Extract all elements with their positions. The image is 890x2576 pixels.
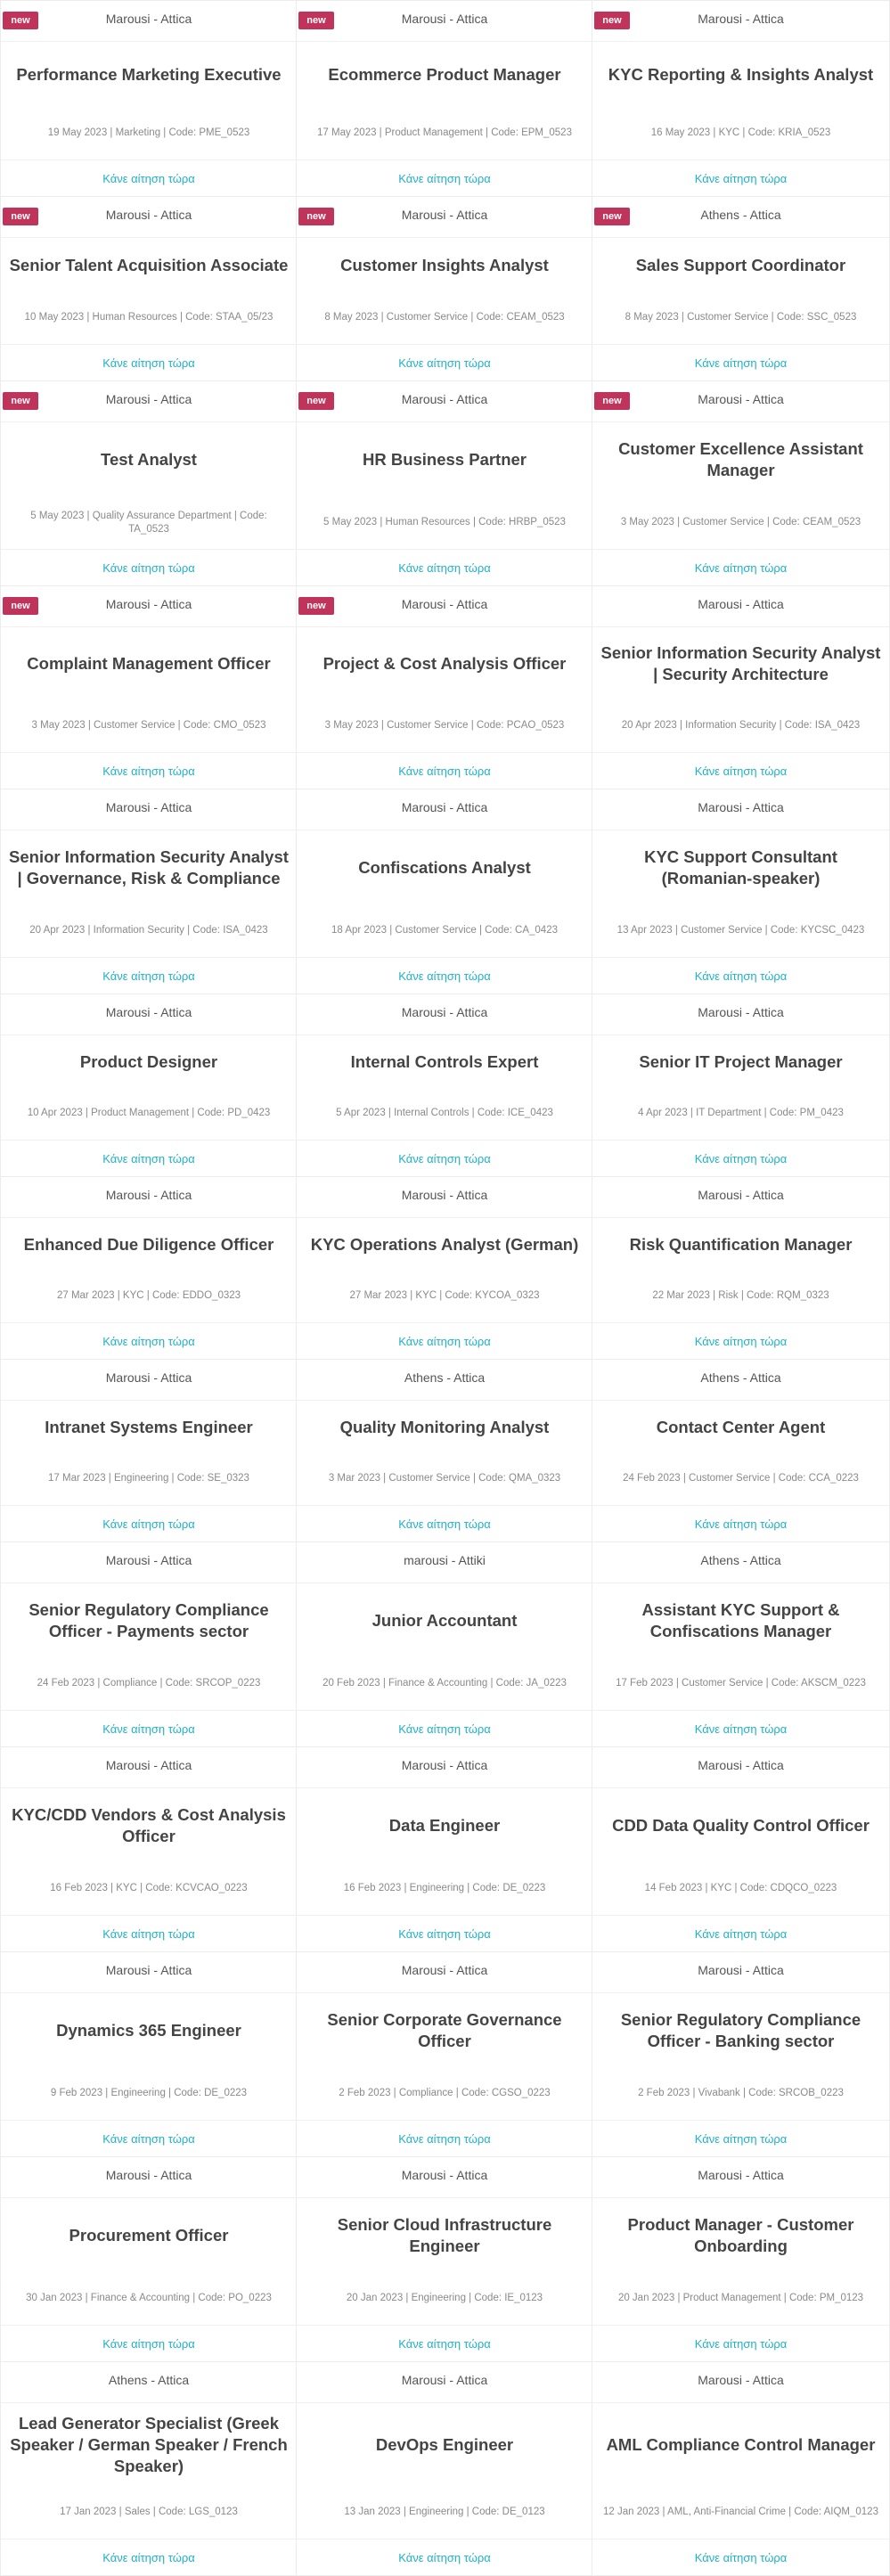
job-title[interactable]: Lead Generator Specialist (Greek Speaker / German Speaker / French Speaker): [10, 2414, 288, 2475]
job-title[interactable]: DevOps Engineer: [375, 2435, 514, 2454]
job-card[interactable]: [0, 789, 298, 994]
new-badge: new: [298, 12, 334, 29]
apply-now-link[interactable]: Κάνε αίτηση τώρα: [694, 2131, 788, 2146]
job-location: Marousi - Attica: [401, 1963, 488, 1977]
job-location: Marousi - Attica: [401, 1005, 488, 1019]
job-meta: 10 May 2023 | Human Resources | Code: STAA_05/23: [24, 312, 274, 323]
job-card-header: [297, 1360, 592, 1401]
apply-now-link[interactable]: Κάνε αίτηση τώρα: [102, 356, 195, 370]
job-card-header: [1, 994, 297, 1035]
job-meta: 27 Mar 2023 | KYC | Code: EDDO_0323: [56, 1290, 241, 1301]
job-card-header: [592, 2362, 889, 2403]
job-card[interactable]: [0, 196, 298, 381]
job-card-header: [1, 1542, 297, 1583]
job-meta: 17 Feb 2023 | Customer Service | Code: AKSCM_0223: [616, 1678, 866, 1689]
apply-footer: [297, 1710, 592, 1746]
job-card-header: [297, 2157, 592, 2198]
apply-footer: [592, 159, 889, 196]
job-location: Marousi - Attica: [401, 392, 488, 406]
job-card-header: [1, 1360, 297, 1401]
apply-footer: [1, 1710, 297, 1746]
apply-footer: [592, 344, 889, 380]
apply-now-link[interactable]: Κάνε αίτηση τώρα: [398, 2550, 491, 2564]
job-meta: 13 Jan 2023 | Engineering | Code: DE_0123: [344, 2506, 545, 2517]
job-card-header: [592, 1, 889, 42]
job-location: Marousi - Attica: [105, 392, 192, 406]
job-location: Marousi - Attica: [401, 1188, 488, 1202]
apply-now-link[interactable]: Κάνε αίτηση τώρα: [102, 1926, 195, 1941]
job-card[interactable]: [0, 0, 298, 197]
apply-now-link[interactable]: Κάνε αίτηση τώρα: [694, 2336, 788, 2351]
job-location: Marousi - Attica: [105, 800, 192, 814]
job-card[interactable]: [296, 2361, 593, 2576]
job-title[interactable]: Product Manager - Customer Onboarding: [627, 2215, 854, 2255]
apply-now-link[interactable]: Κάνε αίτηση τώρα: [102, 764, 195, 778]
job-meta: 14 Feb 2023 | KYC | Code: CDQCO_0223: [644, 1883, 837, 1893]
job-card-header: [592, 1747, 889, 1788]
job-card-header: [297, 586, 592, 627]
apply-footer: [1, 344, 297, 380]
job-card-header: [297, 381, 592, 422]
job-location: Marousi - Attica: [698, 800, 784, 814]
job-meta: 17 May 2023 | Product Management | Code: EPM_0523: [317, 127, 572, 138]
apply-now-link[interactable]: Κάνε αίτηση τώρα: [694, 171, 788, 185]
apply-footer: [297, 159, 592, 196]
apply-now-link[interactable]: Κάνε αίτηση τώρα: [102, 1517, 195, 1531]
job-card-header: [592, 1177, 889, 1218]
new-badge: new: [3, 12, 38, 29]
apply-now-link[interactable]: Κάνε αίτηση τώρα: [102, 171, 195, 185]
job-card-header: [297, 1, 592, 42]
job-location: Marousi - Attica: [105, 208, 192, 222]
job-card-header: [1, 2362, 297, 2403]
job-location: Marousi - Attica: [698, 1188, 784, 1202]
job-card[interactable]: [296, 1746, 593, 1952]
new-badge: new: [594, 392, 630, 410]
apply-footer: [1, 1915, 297, 1951]
apply-now-link[interactable]: Κάνε αίτηση τώρα: [694, 1151, 788, 1165]
job-location: Marousi - Attica: [105, 2168, 192, 2182]
apply-now-link[interactable]: Κάνε αίτηση τώρα: [694, 1517, 788, 1531]
job-location: Marousi - Attica: [698, 12, 784, 26]
apply-now-link[interactable]: Κάνε αίτηση τώρα: [694, 2550, 788, 2564]
job-meta: 19 May 2023 | Marketing | Code: PME_0523: [47, 127, 250, 138]
job-meta: 20 Apr 2023 | Information Security | Code: ISA_0423: [29, 925, 268, 936]
job-card-header: [1, 1952, 297, 1993]
job-location: Marousi - Attica: [105, 1553, 192, 1567]
apply-footer: [592, 1505, 889, 1542]
job-location: Marousi - Attica: [401, 2168, 488, 2182]
new-badge: new: [594, 208, 630, 225]
job-title[interactable]: KYC Support Consultant (Romanian-speaker): [644, 847, 837, 887]
apply-footer: [297, 957, 592, 994]
job-card[interactable]: [0, 1746, 298, 1952]
job-location: Marousi - Attica: [698, 2168, 784, 2182]
job-location: Marousi - Attica: [105, 12, 192, 26]
job-card-header: [297, 1747, 592, 1788]
job-card[interactable]: [592, 1176, 890, 1360]
apply-footer: [297, 1915, 592, 1951]
apply-footer: [1, 159, 297, 196]
job-title[interactable]: Contact Center Agent: [656, 1417, 826, 1436]
job-meta: 3 Mar 2023 | Customer Service | Code: QMA_0323: [328, 1473, 561, 1484]
apply-footer: [1, 1322, 297, 1359]
job-card-header: [297, 1952, 592, 1993]
job-location: Marousi - Attica: [105, 597, 192, 611]
job-meta: 3 May 2023 | Customer Service | Code: CMO_0523: [31, 720, 266, 731]
job-title[interactable]: Data Engineer: [388, 1816, 501, 1835]
apply-now-link[interactable]: Κάνε αίτηση τώρα: [694, 969, 788, 983]
job-card-header: [592, 1360, 889, 1401]
job-card-header: [1, 2157, 297, 2198]
job-meta: 5 May 2023 | Human Resources | Code: HRBP_0523: [323, 517, 566, 527]
apply-footer: [297, 1505, 592, 1542]
job-meta: 20 Apr 2023 | Information Security | Code: ISA_0423: [621, 720, 861, 731]
job-meta: 13 Apr 2023 | Customer Service | Code: KYCSC_0423: [616, 925, 865, 936]
job-location: Marousi - Attica: [401, 597, 488, 611]
job-meta: 3 May 2023 | Customer Service | Code: PCAO_0523: [324, 720, 565, 731]
apply-now-link[interactable]: Κάνε αίτηση τώρα: [398, 764, 491, 778]
job-title[interactable]: Senior Talent Acquisition Associate: [9, 255, 289, 274]
job-card-header: [1, 1177, 297, 1218]
job-card[interactable]: [0, 1359, 298, 1542]
apply-footer: [297, 549, 592, 585]
job-card[interactable]: [592, 1542, 890, 1747]
job-location: Marousi - Attica: [698, 597, 784, 611]
job-location: Marousi - Attica: [105, 1963, 192, 1977]
job-meta: 27 Mar 2023 | KYC | Code: KYCOA_0323: [349, 1290, 540, 1301]
job-meta: 20 Jan 2023 | Product Management | Code: PM_0123: [617, 2293, 864, 2303]
job-card-header: [297, 994, 592, 1035]
apply-footer: [297, 344, 592, 380]
job-card-header: [297, 2362, 592, 2403]
job-location: Athens - Attica: [108, 2373, 190, 2387]
apply-now-link[interactable]: Κάνε αίτηση τώρα: [102, 969, 195, 983]
apply-footer: [1, 1140, 297, 1176]
job-card-header: [592, 381, 889, 422]
apply-footer: [592, 1915, 889, 1951]
job-card[interactable]: [296, 1542, 593, 1747]
job-meta: 3 May 2023 | Customer Service | Code: CEAM_0523: [620, 517, 861, 527]
job-location: Athens - Attica: [700, 208, 781, 222]
job-location: marousi - Attiki: [404, 1553, 486, 1567]
job-card-header: [297, 1177, 592, 1218]
apply-now-link[interactable]: Κάνε αίτηση τώρα: [398, 1517, 491, 1531]
job-title[interactable]: Ecommerce Product Manager: [328, 65, 561, 84]
job-meta: 24 Feb 2023 | Customer Service | Code: CCA_0223: [623, 1473, 859, 1484]
apply-footer: [1, 752, 297, 789]
job-card[interactable]: [592, 994, 890, 1177]
job-card[interactable]: [592, 789, 890, 994]
apply-now-link[interactable]: Κάνε αίτηση τώρα: [694, 1926, 788, 1941]
job-meta: 12 Jan 2023 | AML, Anti-Financial Crime | Code: AIQM_0123: [603, 2506, 878, 2517]
job-card-header: [592, 197, 889, 238]
apply-footer: [297, 2325, 592, 2361]
job-meta: 10 Apr 2023 | Product Management | Code: PD_0423: [27, 1108, 271, 1118]
job-meta: 20 Jan 2023 | Engineering | Code: IE_0123: [346, 2293, 543, 2303]
apply-footer: [1, 2325, 297, 2361]
job-card-header: [592, 789, 889, 830]
job-title[interactable]: Test Analyst: [101, 450, 197, 469]
job-card[interactable]: [592, 0, 890, 197]
job-card[interactable]: [296, 1359, 593, 1542]
job-meta: 5 May 2023 | Quality Assurance Department | Code: TA_0523: [30, 510, 267, 535]
job-title[interactable]: Dynamics 365 Engineer: [56, 2021, 241, 2040]
job-title[interactable]: Customer Insights Analyst: [340, 255, 549, 274]
apply-footer: [1, 1505, 297, 1542]
job-title[interactable]: Procurement Officer: [69, 2226, 229, 2245]
apply-footer: [297, 2120, 592, 2156]
job-title[interactable]: Junior Accountant: [372, 1611, 518, 1630]
apply-footer: [592, 1140, 889, 1176]
apply-now-link[interactable]: Κάνε αίτηση τώρα: [398, 1926, 491, 1941]
apply-footer: [592, 549, 889, 585]
job-location: Marousi - Attica: [401, 208, 488, 222]
apply-now-link[interactable]: Κάνε αίτηση τώρα: [694, 1334, 788, 1348]
job-card[interactable]: [0, 585, 298, 789]
job-title[interactable]: Project & Cost Analysis Officer: [323, 654, 567, 673]
new-badge: new: [594, 12, 630, 29]
job-location: Marousi - Attica: [698, 392, 784, 406]
job-meta: 22 Mar 2023 | Risk | Code: RQM_0323: [652, 1290, 829, 1301]
apply-now-link[interactable]: Κάνε αίτηση τώρα: [398, 2336, 491, 2351]
job-card[interactable]: [592, 196, 890, 381]
apply-footer: [297, 1140, 592, 1176]
job-card[interactable]: [296, 196, 593, 381]
job-card[interactable]: [592, 1951, 890, 2157]
job-card[interactable]: [0, 380, 298, 586]
job-meta: 4 Apr 2023 | IT Department | Code: PM_0423: [638, 1108, 844, 1118]
job-card-header: [592, 1952, 889, 1993]
new-badge: new: [3, 597, 38, 615]
apply-now-link[interactable]: Κάνε αίτηση τώρα: [398, 969, 491, 983]
job-card[interactable]: [592, 2361, 890, 2576]
job-card-header: [592, 994, 889, 1035]
job-card-header: [297, 1542, 592, 1583]
apply-now-link[interactable]: Κάνε αίτηση τώρα: [102, 2131, 195, 2146]
apply-now-link[interactable]: Κάνε αίτηση τώρα: [398, 1151, 491, 1165]
job-title[interactable]: CDD Data Quality Control Officer: [612, 1816, 870, 1835]
job-card-header: [1, 381, 297, 422]
job-location: Marousi - Attica: [698, 1758, 784, 1772]
apply-footer: [592, 2325, 889, 2361]
job-meta: 8 May 2023 | Customer Service | Code: SSC_0523: [625, 312, 857, 323]
job-card-header: [1, 789, 297, 830]
apply-now-link[interactable]: Κάνε αίτηση τώρα: [694, 1721, 788, 1736]
apply-footer: [297, 2539, 592, 2575]
job-title[interactable]: Senior Cloud Infrastructure Engineer: [337, 2215, 552, 2255]
new-badge: new: [3, 392, 38, 410]
job-location: Athens - Attica: [404, 1370, 486, 1385]
job-meta: 16 May 2023 | KYC | Code: KRIA_0523: [650, 127, 831, 138]
job-location: Marousi - Attica: [401, 12, 488, 26]
job-card[interactable]: [296, 2156, 593, 2362]
apply-footer: [592, 752, 889, 789]
job-meta: 5 Apr 2023 | Internal Controls | Code: ICE_0423: [336, 1108, 553, 1118]
job-card[interactable]: [0, 1542, 298, 1747]
job-card-header: [592, 1542, 889, 1583]
apply-now-link[interactable]: Κάνε αίτηση τώρα: [694, 560, 788, 575]
job-title[interactable]: Sales Support Coordinator: [635, 255, 846, 274]
job-card[interactable]: [0, 1951, 298, 2157]
job-title[interactable]: Performance Marketing Executive: [16, 65, 282, 84]
apply-now-link[interactable]: Κάνε αίτηση τώρα: [102, 1151, 195, 1165]
job-location: Marousi - Attica: [105, 1758, 192, 1772]
job-card-header: [1, 197, 297, 238]
job-location: Marousi - Attica: [401, 2373, 488, 2387]
job-card[interactable]: [0, 1176, 298, 1360]
job-title[interactable]: Senior Regulatory Compliance Officer - Banking sector: [620, 2010, 861, 2050]
job-location: Marousi - Attica: [105, 1188, 192, 1202]
job-card-header: [592, 586, 889, 627]
apply-footer: [1, 2539, 297, 2575]
apply-footer: [1, 2120, 297, 2156]
job-title[interactable]: Assistant KYC Support & Confiscations Manager: [641, 1600, 840, 1640]
job-card[interactable]: [592, 1746, 890, 1952]
job-title[interactable]: Enhanced Due Diligence Officer: [23, 1234, 274, 1254]
apply-now-link[interactable]: Κάνε αίτηση τώρα: [102, 1721, 195, 1736]
job-location: Athens - Attica: [700, 1370, 781, 1385]
job-meta: 9 Feb 2023 | Engineering | Code: DE_0223: [50, 2088, 248, 2098]
job-title[interactable]: Senior Regulatory Compliance Officer - Payments sector: [29, 1600, 269, 1640]
job-title[interactable]: Customer Excellence Assistant Manager: [618, 439, 863, 479]
job-location: Athens - Attica: [700, 1553, 781, 1567]
job-title[interactable]: Complaint Management Officer: [27, 654, 271, 673]
apply-now-link[interactable]: Κάνε αίτηση τώρα: [398, 560, 491, 575]
job-title[interactable]: AML Compliance Control Manager: [606, 2435, 876, 2454]
new-badge: new: [298, 392, 334, 410]
apply-now-link[interactable]: Κάνε αίτηση τώρα: [102, 1334, 195, 1348]
job-card[interactable]: [592, 2156, 890, 2362]
job-card-header: [592, 2157, 889, 2198]
job-meta: 24 Feb 2023 | Compliance | Code: SRCOP_0223: [37, 1678, 261, 1689]
job-location: Marousi - Attica: [401, 800, 488, 814]
job-title[interactable]: Confiscations Analyst: [358, 858, 531, 877]
apply-now-link[interactable]: Κάνε αίτηση τώρα: [694, 356, 788, 370]
job-title[interactable]: Internal Controls Expert: [350, 1051, 539, 1071]
apply-footer: [592, 2539, 889, 2575]
job-card-header: [297, 789, 592, 830]
job-title[interactable]: KYC Operations Analyst (German): [310, 1234, 579, 1254]
apply-now-link[interactable]: Κάνε αίτηση τώρα: [102, 2550, 195, 2564]
job-card[interactable]: [296, 1951, 593, 2157]
apply-footer: [592, 2120, 889, 2156]
apply-footer: [592, 1322, 889, 1359]
new-badge: new: [298, 597, 334, 615]
job-card[interactable]: [296, 585, 593, 789]
job-card-header: [1, 1, 297, 42]
new-badge: new: [298, 208, 334, 225]
job-location: Marousi - Attica: [698, 1005, 784, 1019]
apply-footer: [1, 549, 297, 585]
apply-now-link[interactable]: Κάνε αίτηση τώρα: [102, 2336, 195, 2351]
apply-now-link[interactable]: Κάνε αίτηση τώρα: [694, 764, 788, 778]
apply-footer: [1, 957, 297, 994]
job-title[interactable]: Senior IT Project Manager: [639, 1051, 843, 1071]
apply-now-link[interactable]: Κάνε αίτηση τώρα: [398, 356, 491, 370]
job-card[interactable]: [592, 380, 890, 586]
job-card[interactable]: [296, 380, 593, 586]
apply-now-link[interactable]: Κάνε αίτηση τώρα: [102, 560, 195, 575]
job-meta: 17 Mar 2023 | Engineering | Code: SE_0323: [48, 1473, 249, 1484]
job-meta: 30 Jan 2023 | Finance & Accounting | Code: PO_0223: [26, 2293, 272, 2303]
apply-now-link[interactable]: Κάνε αίτηση τώρα: [398, 171, 491, 185]
job-title[interactable]: Intranet Systems Engineer: [45, 1417, 253, 1436]
job-meta: 2 Feb 2023 | Compliance | Code: CGSO_0223: [339, 2088, 551, 2098]
job-card[interactable]: [592, 1359, 890, 1542]
job-card[interactable]: [296, 994, 593, 1177]
job-meta: 2 Feb 2023 | Vivabank | Code: SRCOB_0223: [638, 2088, 844, 2098]
job-title[interactable]: KYC/CDD Vendors & Cost Analysis Officer: [12, 1805, 286, 1845]
job-meta: 20 Feb 2023 | Finance & Accounting | Code: JA_0223: [323, 1678, 567, 1689]
new-badge: new: [3, 208, 38, 225]
apply-footer: [592, 1710, 889, 1746]
apply-footer: [297, 752, 592, 789]
job-location: Marousi - Attica: [698, 2373, 784, 2387]
job-meta: 16 Feb 2023 | KYC | Code: KCVCAO_0223: [50, 1883, 248, 1893]
job-title[interactable]: Quality Monitoring Analyst: [339, 1417, 550, 1436]
job-location: Marousi - Attica: [401, 1758, 488, 1772]
apply-footer: [297, 1322, 592, 1359]
apply-footer: [592, 957, 889, 994]
job-location: Marousi - Attica: [698, 1963, 784, 1977]
job-title[interactable]: Senior Information Security Analyst | Governance, Risk & Compliance: [9, 847, 289, 887]
job-title[interactable]: Senior Information Security Analyst | Security Architecture: [600, 643, 881, 683]
job-card[interactable]: [592, 585, 890, 789]
job-card[interactable]: [296, 0, 593, 197]
job-card[interactable]: [0, 994, 298, 1177]
job-meta: 18 Apr 2023 | Customer Service | Code: CA_0423: [331, 925, 558, 936]
job-title[interactable]: Risk Quantification Manager: [629, 1234, 853, 1254]
job-card[interactable]: [0, 2361, 298, 2576]
apply-now-link[interactable]: Κάνε αίτηση τώρα: [398, 1721, 491, 1736]
job-card[interactable]: [0, 2156, 298, 2362]
job-meta: 16 Feb 2023 | Engineering | Code: DE_0223: [343, 1883, 546, 1893]
job-location: Marousi - Attica: [105, 1370, 192, 1385]
job-card[interactable]: [296, 789, 593, 994]
job-title[interactable]: KYC Reporting & Insights Analyst: [608, 65, 874, 84]
job-card-header: [297, 197, 592, 238]
job-title[interactable]: HR Business Partner: [362, 450, 527, 469]
job-title[interactable]: Senior Corporate Governance Officer: [327, 2010, 562, 2050]
job-meta: 8 May 2023 | Customer Service | Code: CEAM_0523: [324, 312, 565, 323]
apply-now-link[interactable]: Κάνε αίτηση τώρα: [398, 1334, 491, 1348]
job-card-header: [1, 1747, 297, 1788]
apply-now-link[interactable]: Κάνε αίτηση τώρα: [398, 2131, 491, 2146]
job-card[interactable]: [296, 1176, 593, 1360]
job-card-header: [1, 586, 297, 627]
job-location: Marousi - Attica: [105, 1005, 192, 1019]
job-title[interactable]: Product Designer: [79, 1051, 218, 1071]
job-meta: 17 Jan 2023 | Sales | Code: LGS_0123: [60, 2506, 238, 2517]
